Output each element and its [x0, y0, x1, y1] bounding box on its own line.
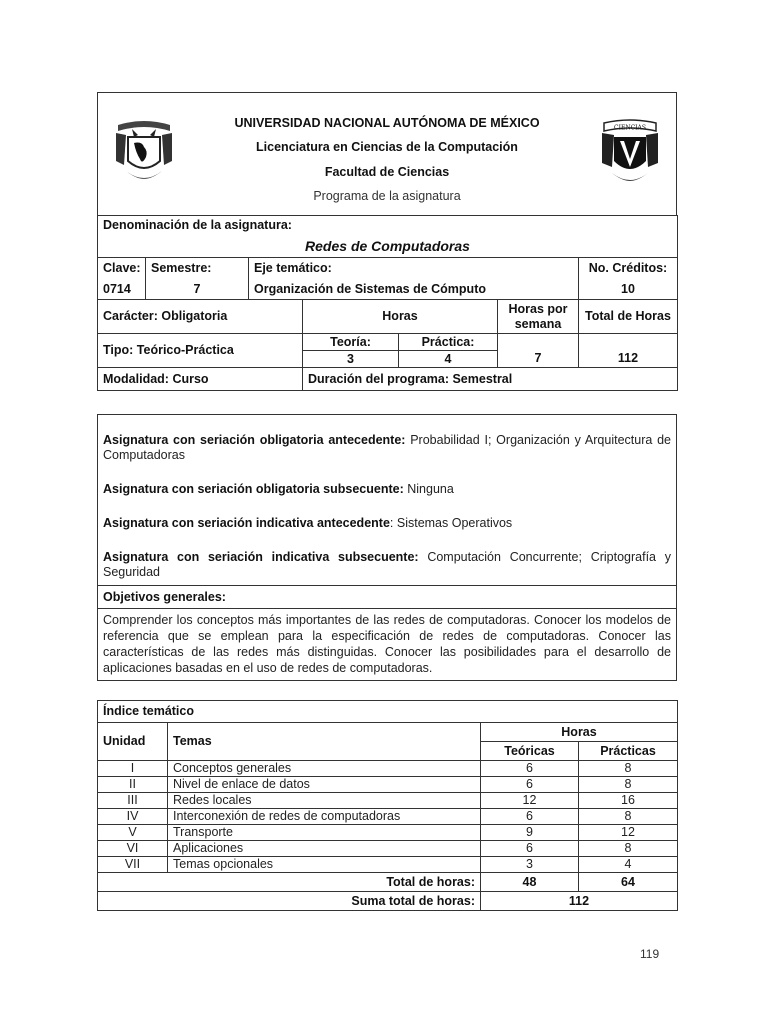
header-box [97, 92, 677, 216]
practicas-cell: 12 [579, 825, 678, 841]
index-title: Índice temático [98, 701, 678, 723]
course-name-label: Denominación de la asignatura: [98, 216, 678, 236]
practicas-cell: 8 [579, 841, 678, 857]
teoria-label: Teoría: [303, 334, 399, 351]
tema-cell: Transporte [168, 825, 481, 841]
creditos-value: 10 [579, 280, 678, 300]
prereq-label: Asignatura con seriación obligatoria subsecuente: [103, 482, 404, 496]
prereq-value: Ninguna [403, 482, 454, 496]
practica-value: 4 [399, 351, 498, 368]
col-practicas: Prácticas [579, 742, 678, 761]
sum-label: Suma total de horas: [98, 892, 481, 911]
eje-value: Organización de Sistemas de Cómputo [249, 280, 579, 300]
tema-cell: Nivel de enlace de datos [168, 777, 481, 793]
practicas-cell: 8 [579, 777, 678, 793]
table-row [98, 825, 678, 841]
col-unidad: Unidad [98, 723, 168, 761]
prereq-obligatoria-antecedente [98, 433, 676, 463]
ciencias-logo-text: CIENCIAS [614, 124, 646, 132]
course-info-table [97, 215, 678, 391]
duracion: Duración del programa: Semestral [303, 368, 678, 391]
prereq-value: Probabilidad I; Organización y Arquitectura de Computadoras [103, 433, 671, 462]
practicas-cell: 16 [579, 793, 678, 809]
table-row [98, 857, 678, 873]
teoricas-cell: 3 [481, 857, 579, 873]
teoricas-cell: 12 [481, 793, 579, 809]
objectives-title: Objetivos generales: [98, 585, 676, 609]
unidad-cell: VII [98, 857, 168, 873]
thematic-index-table [97, 700, 678, 911]
col-temas: Temas [168, 723, 481, 761]
faculty-name: Facultad de Ciencias [324, 165, 450, 179]
semestre-value: 7 [146, 280, 249, 300]
table-row [98, 777, 678, 793]
teoricas-cell: 6 [481, 841, 579, 857]
clave-value: 0714 [98, 280, 146, 300]
table-row [98, 761, 678, 777]
creditos-label: No. Créditos: [579, 258, 678, 280]
tipo: Tipo: Teórico-Práctica [98, 334, 303, 368]
unidad-cell: VI [98, 841, 168, 857]
modalidad: Modalidad: Curso [98, 368, 303, 391]
tema-cell: Redes locales [168, 793, 481, 809]
unidad-cell: I [98, 761, 168, 777]
teoricas-cell: 6 [481, 809, 579, 825]
prereq-label: Asignatura con seriación indicativa subsecuente: [103, 550, 419, 564]
teoricas-cell: 6 [481, 761, 579, 777]
total-horas-label: Total de Horas [579, 300, 678, 334]
teoricas-cell: 6 [481, 777, 579, 793]
semestre-label: Semestre: [146, 258, 249, 280]
unidad-cell: V [98, 825, 168, 841]
unidad-cell: IV [98, 809, 168, 825]
unidad-cell: II [98, 777, 168, 793]
tema-cell: Temas opcionales [168, 857, 481, 873]
clave-label: Clave: [98, 258, 146, 280]
col-teoricas: Teóricas [481, 742, 579, 761]
course-name: Redes de Computadoras [98, 236, 678, 258]
degree-name: Licenciatura en Ciencias de la Computación [256, 140, 518, 154]
table-row [98, 809, 678, 825]
total-horas-value: 112 [579, 334, 678, 368]
table-row [98, 841, 678, 857]
horas-semana-value: 7 [498, 334, 579, 368]
teoria-value: 3 [303, 351, 399, 368]
page-number: 119 [640, 947, 660, 961]
prereq-obligatoria-subsecuente [98, 482, 676, 497]
total-teoricas: 48 [481, 873, 579, 892]
tema-cell: Aplicaciones [168, 841, 481, 857]
total-practicas: 64 [579, 873, 678, 892]
objectives-text: Comprender los conceptos más importantes de las redes de computadoras. Conocer los modelos de referencia que se emplean para la especificación de redes de computadoras. Conocer las características de las redes más distinguidas. Conocer las posibilidades para el desarrollo de aplicaciones basadas en el uso de redes de computadoras. [103, 613, 671, 675]
prereq-label: Asignatura con seriación obligatoria antecedente: [103, 433, 406, 447]
practicas-cell: 8 [579, 809, 678, 825]
prerequisites-box [97, 414, 677, 681]
prereq-value: Computación Concurrente; Criptografía y Seguridad [103, 550, 671, 579]
prereq-label: Asignatura con seriación indicativa antecedente [103, 516, 390, 530]
university-name: UNIVERSIDAD NACIONAL AUTÓNOMA DE MÉXICO [234, 116, 540, 130]
col-horas: Horas [481, 723, 678, 742]
unidad-cell: III [98, 793, 168, 809]
horas-semana-label: Horas por semana [498, 300, 579, 334]
tema-cell: Interconexión de redes de computadoras [168, 809, 481, 825]
practica-label: Práctica: [399, 334, 498, 351]
eje-label: Eje temático: [249, 258, 579, 280]
practicas-cell: 8 [579, 761, 678, 777]
prereq-value: : Sistemas Operativos [389, 516, 513, 530]
document-type: Programa de la asignatura [313, 189, 461, 203]
practicas-cell: 4 [579, 857, 678, 873]
total-label: Total de horas: [98, 873, 481, 892]
prereq-indicativa-antecedente [98, 516, 676, 531]
caracter: Carácter: Obligatoria [98, 300, 303, 334]
horas-label: Horas [303, 300, 498, 334]
sum-total: 112 [481, 892, 678, 911]
teoricas-cell: 9 [481, 825, 579, 841]
prereq-indicativa-subsecuente [98, 550, 676, 580]
table-row [98, 793, 678, 809]
tema-cell: Conceptos generales [168, 761, 481, 777]
